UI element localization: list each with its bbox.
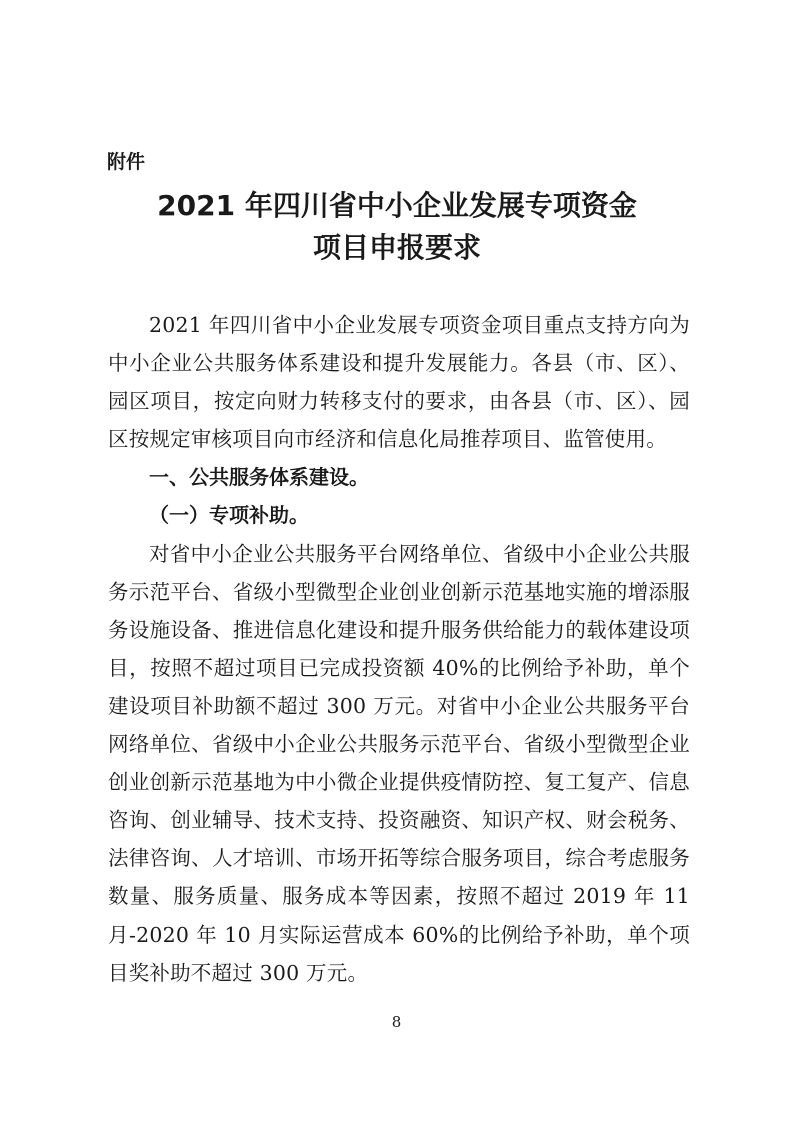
- section-heading: 一、公共服务体系建设。: [149, 465, 369, 490]
- intro-paragraph: 2021 年四川省中小企业发展专项资金项目重点支持方向为中小企业公共服务体系建设和提升发展能力。各县（市、区）、园区项目，按定向财力转移支付的要求，由各县（市、区）、园区按规定审核项目向市经济和信息化局推荐项目、监管使用。: [108, 313, 690, 452]
- page-number: 8: [391, 1013, 402, 1031]
- subsidy-paragraph: 对省中小企业公共服务平台网络单位、省级中小企业公共服务示范平台、省级小型微型企业创业创新示范基地实施的增添服务设施设备、推进信息化建设和提升服务供给能力的载体建设项目，按照不超过项目已完成投资额 40%的比例给予补助，单个建设项目补助额不超过 300 万元。对省中小企业公共服务平台网络单位、省级中小企业公共服务示范平台、省级小型微型企业创业创新示范基地为中小微企业提供疫情防控、复工复产、信息咨询、创业辅导、技术支持、投资融资、知识产权、财会税务、法律咨询、人才培训、市场开拓等综合服务项目，综合考虑服务数量、服务质量、服务成本等因素，按照不超过 2019 年 11 月-2020 年 10 月实际运营成本 60%的比例给予补助，单个项目奖补助不超过 300 万元。: [108, 541, 690, 985]
- document-title-line-1: 2021 年四川省中小企业发展专项资金: [157, 189, 637, 222]
- document-body: [108, 306, 690, 992]
- subsection-heading: （一）专项补助。: [149, 503, 309, 528]
- attachment-label: 附件: [107, 151, 146, 173]
- document-title-line-2: 项目申报要求: [312, 231, 481, 264]
